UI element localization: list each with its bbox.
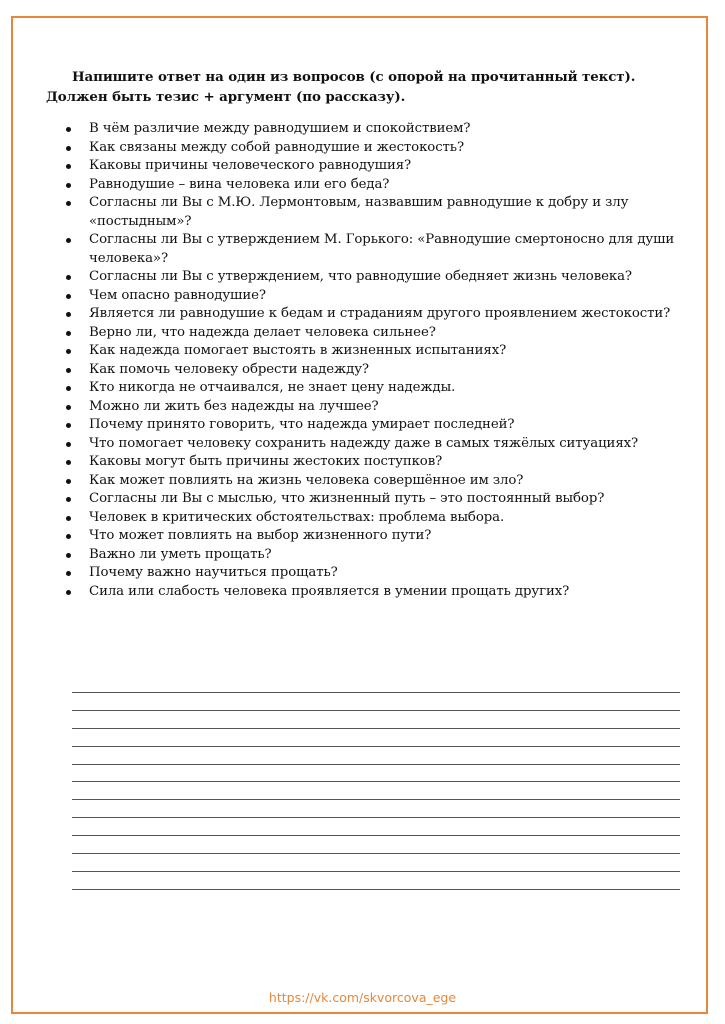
- answer-line[interactable]: [72, 692, 680, 693]
- answer-line[interactable]: [72, 817, 680, 818]
- answer-line[interactable]: [72, 853, 680, 854]
- task-instruction: Напишите ответ на один из вопросов (с опорой на прочитанный текст). Должен быть тезис + аргумент (по рассказу).: [46, 69, 636, 105]
- footer-link[interactable]: https://vk.com/skvorcova_ege: [268, 990, 457, 1005]
- answer-lines[interactable]: [72, 692, 680, 907]
- question-item: Почему важно научиться прощать?: [0, 564, 725, 583]
- question-item: Что помогает человеку сохранить надежду даже в самых тяжёлых ситуациях?: [0, 435, 725, 454]
- answer-line[interactable]: [72, 889, 680, 890]
- question-item: Можно ли жить без надежды на лучшее?: [0, 398, 725, 417]
- answer-line[interactable]: [72, 728, 680, 729]
- question-item: Как надежда помогает выстоять в жизненных испытаниях?: [0, 342, 725, 361]
- question-item: Верно ли, что надежда делает человека сильнее?: [0, 324, 725, 343]
- question-item: Важно ли уметь прощать?: [0, 546, 725, 565]
- answer-line[interactable]: [72, 781, 680, 782]
- question-item: Что может повлиять на выбор жизненного пути?: [0, 527, 725, 546]
- answer-line[interactable]: [72, 746, 680, 747]
- question-item: Согласны ли Вы с мыслью, что жизненный путь – это постоянный выбор?: [0, 490, 725, 509]
- question-item: Является ли равнодушие к бедам и страданиям другого проявлением жестокости?: [0, 305, 725, 324]
- question-item: Каковы могут быть причины жестоких поступков?: [0, 453, 725, 472]
- question-item: Кто никогда не отчаивался, не знает цену надежды.: [0, 379, 725, 398]
- question-item: Согласны ли Вы с утверждением, что равнодушие обедняет жизнь человека?: [0, 268, 725, 287]
- question-item: В чём различие между равнодушием и спокойствием?: [0, 120, 725, 139]
- question-item: Равнодушие – вина человека или его беда?: [0, 176, 725, 195]
- question-item: Согласны ли Вы с М.Ю. Лермонтовым, назвавшим равнодушие к добру и злу «постыдным»?: [0, 194, 725, 231]
- answer-line[interactable]: [72, 799, 680, 800]
- question-item: Каковы причины человеческого равнодушия?: [0, 157, 725, 176]
- question-list: [0, 120, 725, 601]
- question-item: Почему принято говорить, что надежда умирает последней?: [0, 416, 725, 435]
- question-item: Чем опасно равнодушие?: [0, 287, 725, 306]
- answer-line[interactable]: [72, 835, 680, 836]
- question-item: Человек в критических обстоятельствах: проблема выбора.: [0, 509, 725, 528]
- question-item: Согласны ли Вы с утверждением М. Горького: «Равнодушие смертоносно для души человека»?: [0, 231, 725, 268]
- question-item: Как связаны между собой равнодушие и жестокость?: [0, 139, 725, 158]
- answer-line[interactable]: [72, 871, 680, 872]
- answer-line[interactable]: [72, 710, 680, 711]
- question-item: Как помочь человеку обрести надежду?: [0, 361, 725, 380]
- question-item: Как может повлиять на жизнь человека совершённое им зло?: [0, 472, 725, 491]
- question-item: Сила или слабость человека проявляется в умении прощать других?: [0, 583, 725, 602]
- answer-line[interactable]: [72, 764, 680, 765]
